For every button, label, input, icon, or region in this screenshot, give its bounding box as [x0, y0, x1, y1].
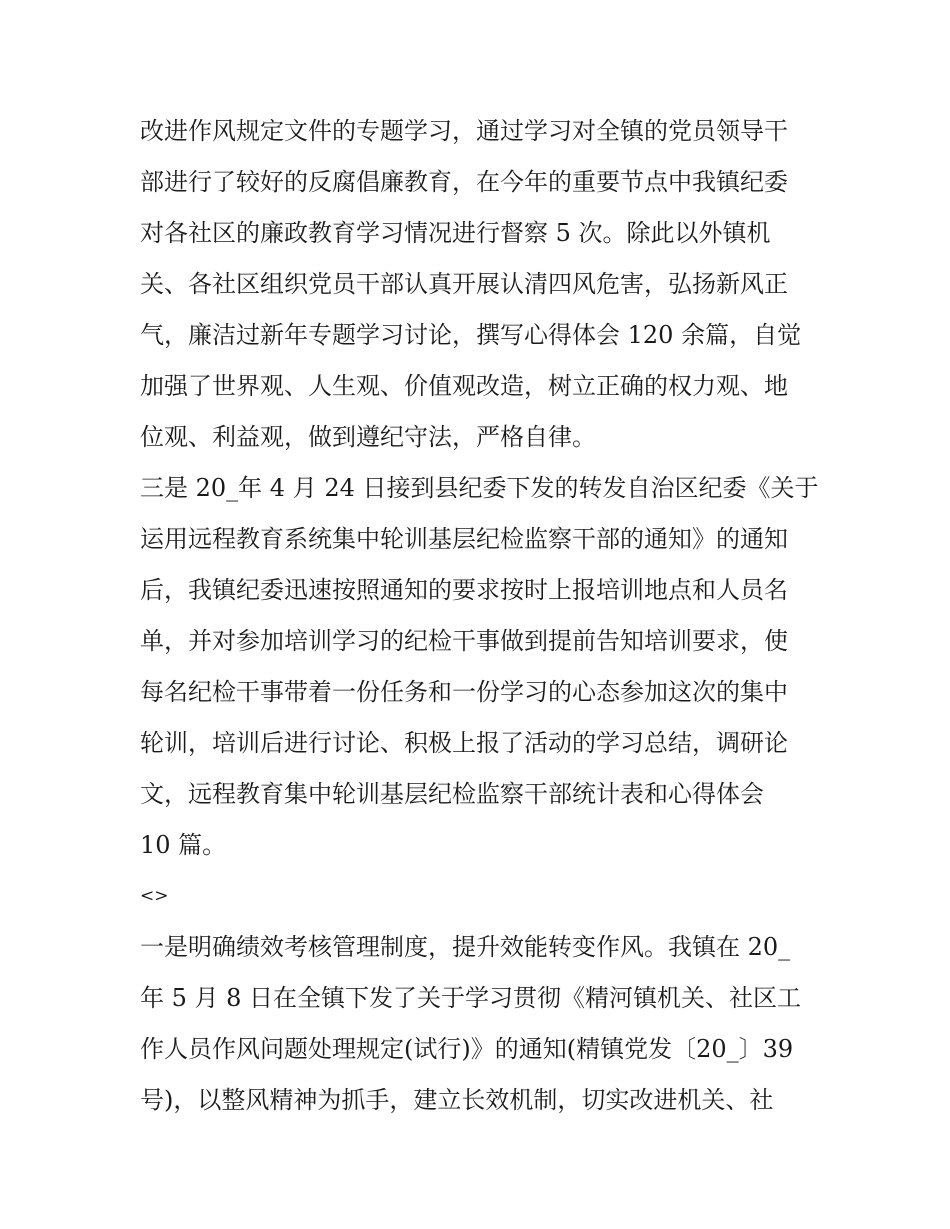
section-marker — [140, 871, 820, 922]
text-line: 后，我镇纪委迅速按照通知的要求按时上报培训地点和人员名 — [140, 576, 788, 604]
text-line: 文，远程教育集中轮训基层纪检监察干部统计表和心得体会 — [140, 780, 764, 808]
paragraph-3 — [140, 922, 820, 1126]
text-line: 年 5 月 8 日在全镇下发了关于学习贯彻《精河镇机关、社区工 — [140, 984, 802, 1012]
text-line: 对各社区的廉政教育学习情况进行督察 5 次。除此以外镇机 — [140, 219, 771, 247]
text-line: 加强了世界观、人生观、价值观改造，树立正确的权力观、地 — [140, 372, 788, 400]
text-line: 三是 20_年 4 月 24 日接到县纪委下发的转发自治区纪委《关于 — [140, 474, 819, 502]
text-line: 运用远程教育系统集中轮训基层纪检监察干部的通知》的通知 — [140, 525, 788, 553]
paragraph-2 — [140, 463, 820, 871]
text-line: 关、各社区组织党员干部认真开展认清四风危害，弘扬新风正 — [140, 270, 788, 298]
text-line: 气，廉洁过新年专题学习讨论，撰写心得体会 120 余篇，自觉 — [140, 321, 802, 349]
text-line: 号)，以整风精神为抓手，建立长效机制，切实改进机关、社 — [140, 1086, 774, 1114]
text-line: <> — [140, 886, 169, 906]
text-line: 一是明确绩效考核管理制度，提升效能转变作风。我镇在 20_ — [140, 933, 791, 961]
text-line: 作人员作风问题处理规定(试行)》的通知(精镇党发〔20_〕39 — [140, 1035, 794, 1063]
text-line: 部进行了较好的反腐倡廉教育，在今年的重要节点中我镇纪委 — [140, 168, 788, 196]
text-line: 位观、利益观，做到遵纪守法，严格自律。 — [140, 423, 596, 451]
text-line: 10 篇。 — [140, 831, 227, 859]
paragraph-1 — [140, 106, 820, 463]
text-line: 单，并对参加培训学习的纪检干事做到提前告知培训要求，使 — [140, 627, 788, 655]
document-body — [140, 106, 820, 1126]
text-line: 改进作风规定文件的专题学习，通过学习对全镇的党员领导干 — [140, 117, 788, 145]
text-line: 每名纪检干事带着一份任务和一份学习的心态参加这次的集中 — [140, 678, 788, 706]
text-line: 轮训，培训后进行讨论、积极上报了活动的学习总结，调研论 — [140, 729, 788, 757]
